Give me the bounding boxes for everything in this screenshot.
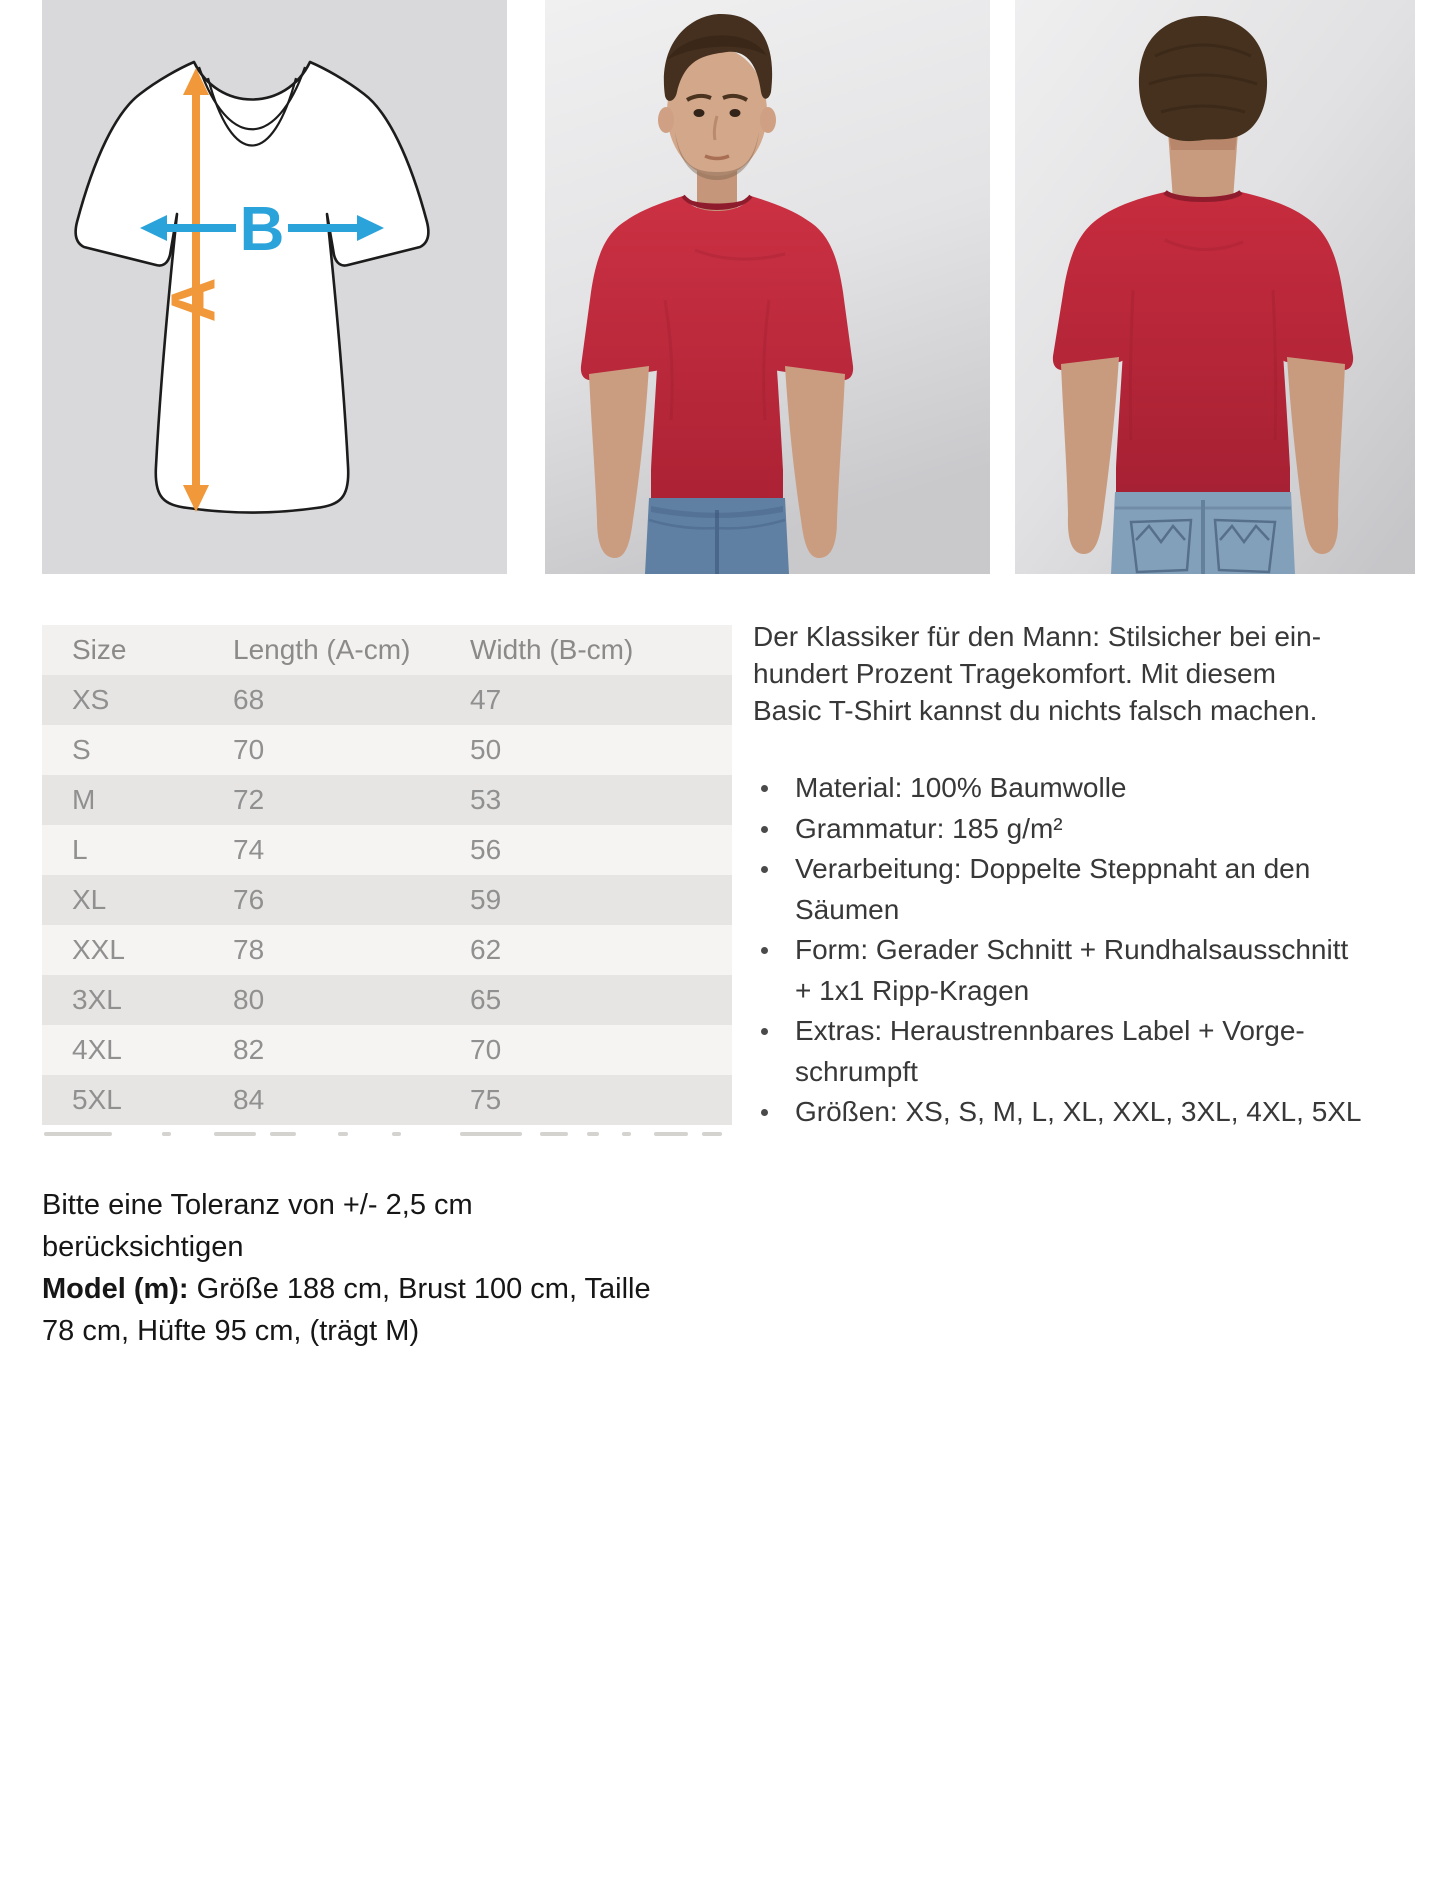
cell-width: 62 [470, 934, 502, 965]
table-row [42, 925, 732, 975]
size-table [42, 625, 732, 1125]
tshirt-measurement-diagram [42, 0, 507, 574]
cell-size: XXL [72, 934, 125, 965]
cell-width: 56 [470, 834, 502, 865]
list-item: Material: 100% Baumwolle [753, 768, 1373, 809]
label-A: A [159, 277, 229, 323]
cell-size: M [72, 784, 96, 815]
cell-size: 5XL [72, 1084, 122, 1115]
cell-width: 65 [470, 984, 502, 1015]
list-item: Grammatur: 185 g/m² [753, 809, 1373, 850]
table-row [42, 725, 732, 775]
description-intro: Der Klassiker für den Mann: Stilsicher bei ein- hundert Prozent Tragekomfort. Mit diesem Basic T-Shirt kannst du nichts falsch machen. [753, 621, 1322, 726]
model-front-illustration [545, 0, 990, 574]
cell-length: 80 [233, 984, 265, 1015]
size-table-header [42, 625, 732, 675]
table-row [42, 1075, 732, 1125]
cell-length: 72 [233, 784, 265, 815]
table-row [42, 875, 732, 925]
cell-width: 50 [470, 734, 502, 765]
cell-size: XS [72, 684, 110, 715]
table-row [42, 825, 732, 875]
cell-length: 74 [233, 834, 265, 865]
col-size-header: Size [72, 634, 127, 665]
table-row [42, 1025, 732, 1075]
product-description [753, 618, 1373, 1133]
list-item: Form: Gerader Schnitt + Rundhalsausschnitt + 1x1 Ripp-Kragen [753, 930, 1373, 1011]
cell-size: 4XL [72, 1034, 122, 1065]
cell-length: 78 [233, 934, 265, 965]
cell-length: 76 [233, 884, 265, 915]
model-label: Model (m): [42, 1273, 189, 1305]
cell-size: 3XL [72, 984, 122, 1015]
model-measurements-line2: 78 cm, Hüfte 95 cm, (trägt M) [42, 1315, 420, 1347]
cell-length: 68 [233, 684, 265, 715]
table-row [42, 975, 732, 1025]
list-item: Verarbeitung: Doppelte Steppnaht an den Säumen [753, 849, 1373, 930]
table-row [42, 675, 732, 725]
measurement-notes [42, 1184, 682, 1352]
cell-width: 70 [470, 1034, 502, 1065]
bullet-dot-icon [761, 1109, 768, 1116]
back-photo [1015, 0, 1415, 574]
cell-length: 82 [233, 1034, 265, 1065]
bullet-dot-icon [761, 1028, 768, 1035]
list-item: Größen: XS, S, M, L, XL, XXL, 3XL, 4XL, 5XL [753, 1092, 1373, 1133]
cell-length: 84 [233, 1084, 265, 1115]
cell-width: 59 [470, 884, 502, 915]
col-width-header: Width (B-cm) [470, 634, 634, 665]
bullet-dot-icon [761, 785, 768, 792]
tolerance-note: Bitte eine Toleranz von +/- 2,5 cm berücksichtigen [42, 1189, 473, 1263]
front-photo [545, 0, 990, 574]
list-item: Extras: Heraustrennbares Label + Vorge- schrumpft [753, 1011, 1373, 1092]
model-back-illustration [1015, 0, 1415, 574]
label-B: B [239, 195, 285, 264]
cell-width: 75 [470, 1084, 502, 1115]
cell-size: S [72, 734, 91, 765]
bullet-dot-icon [761, 947, 768, 954]
model-measurements: Model (m): Größe 188 cm, Brust 100 cm, Taille [42, 1273, 651, 1305]
table-row [42, 775, 732, 825]
size-diagram-image [42, 0, 507, 574]
bullet-dot-icon [761, 826, 768, 833]
cell-size: L [72, 834, 88, 865]
col-length-header: Length (A-cm) [233, 634, 411, 665]
cell-width: 53 [470, 784, 502, 815]
cell-width: 47 [470, 684, 502, 715]
bullet-dot-icon [761, 866, 768, 873]
table-clipped-row [42, 1130, 732, 1139]
cell-length: 70 [233, 734, 265, 765]
feature-list [753, 768, 1373, 1133]
cell-size: XL [72, 884, 107, 915]
